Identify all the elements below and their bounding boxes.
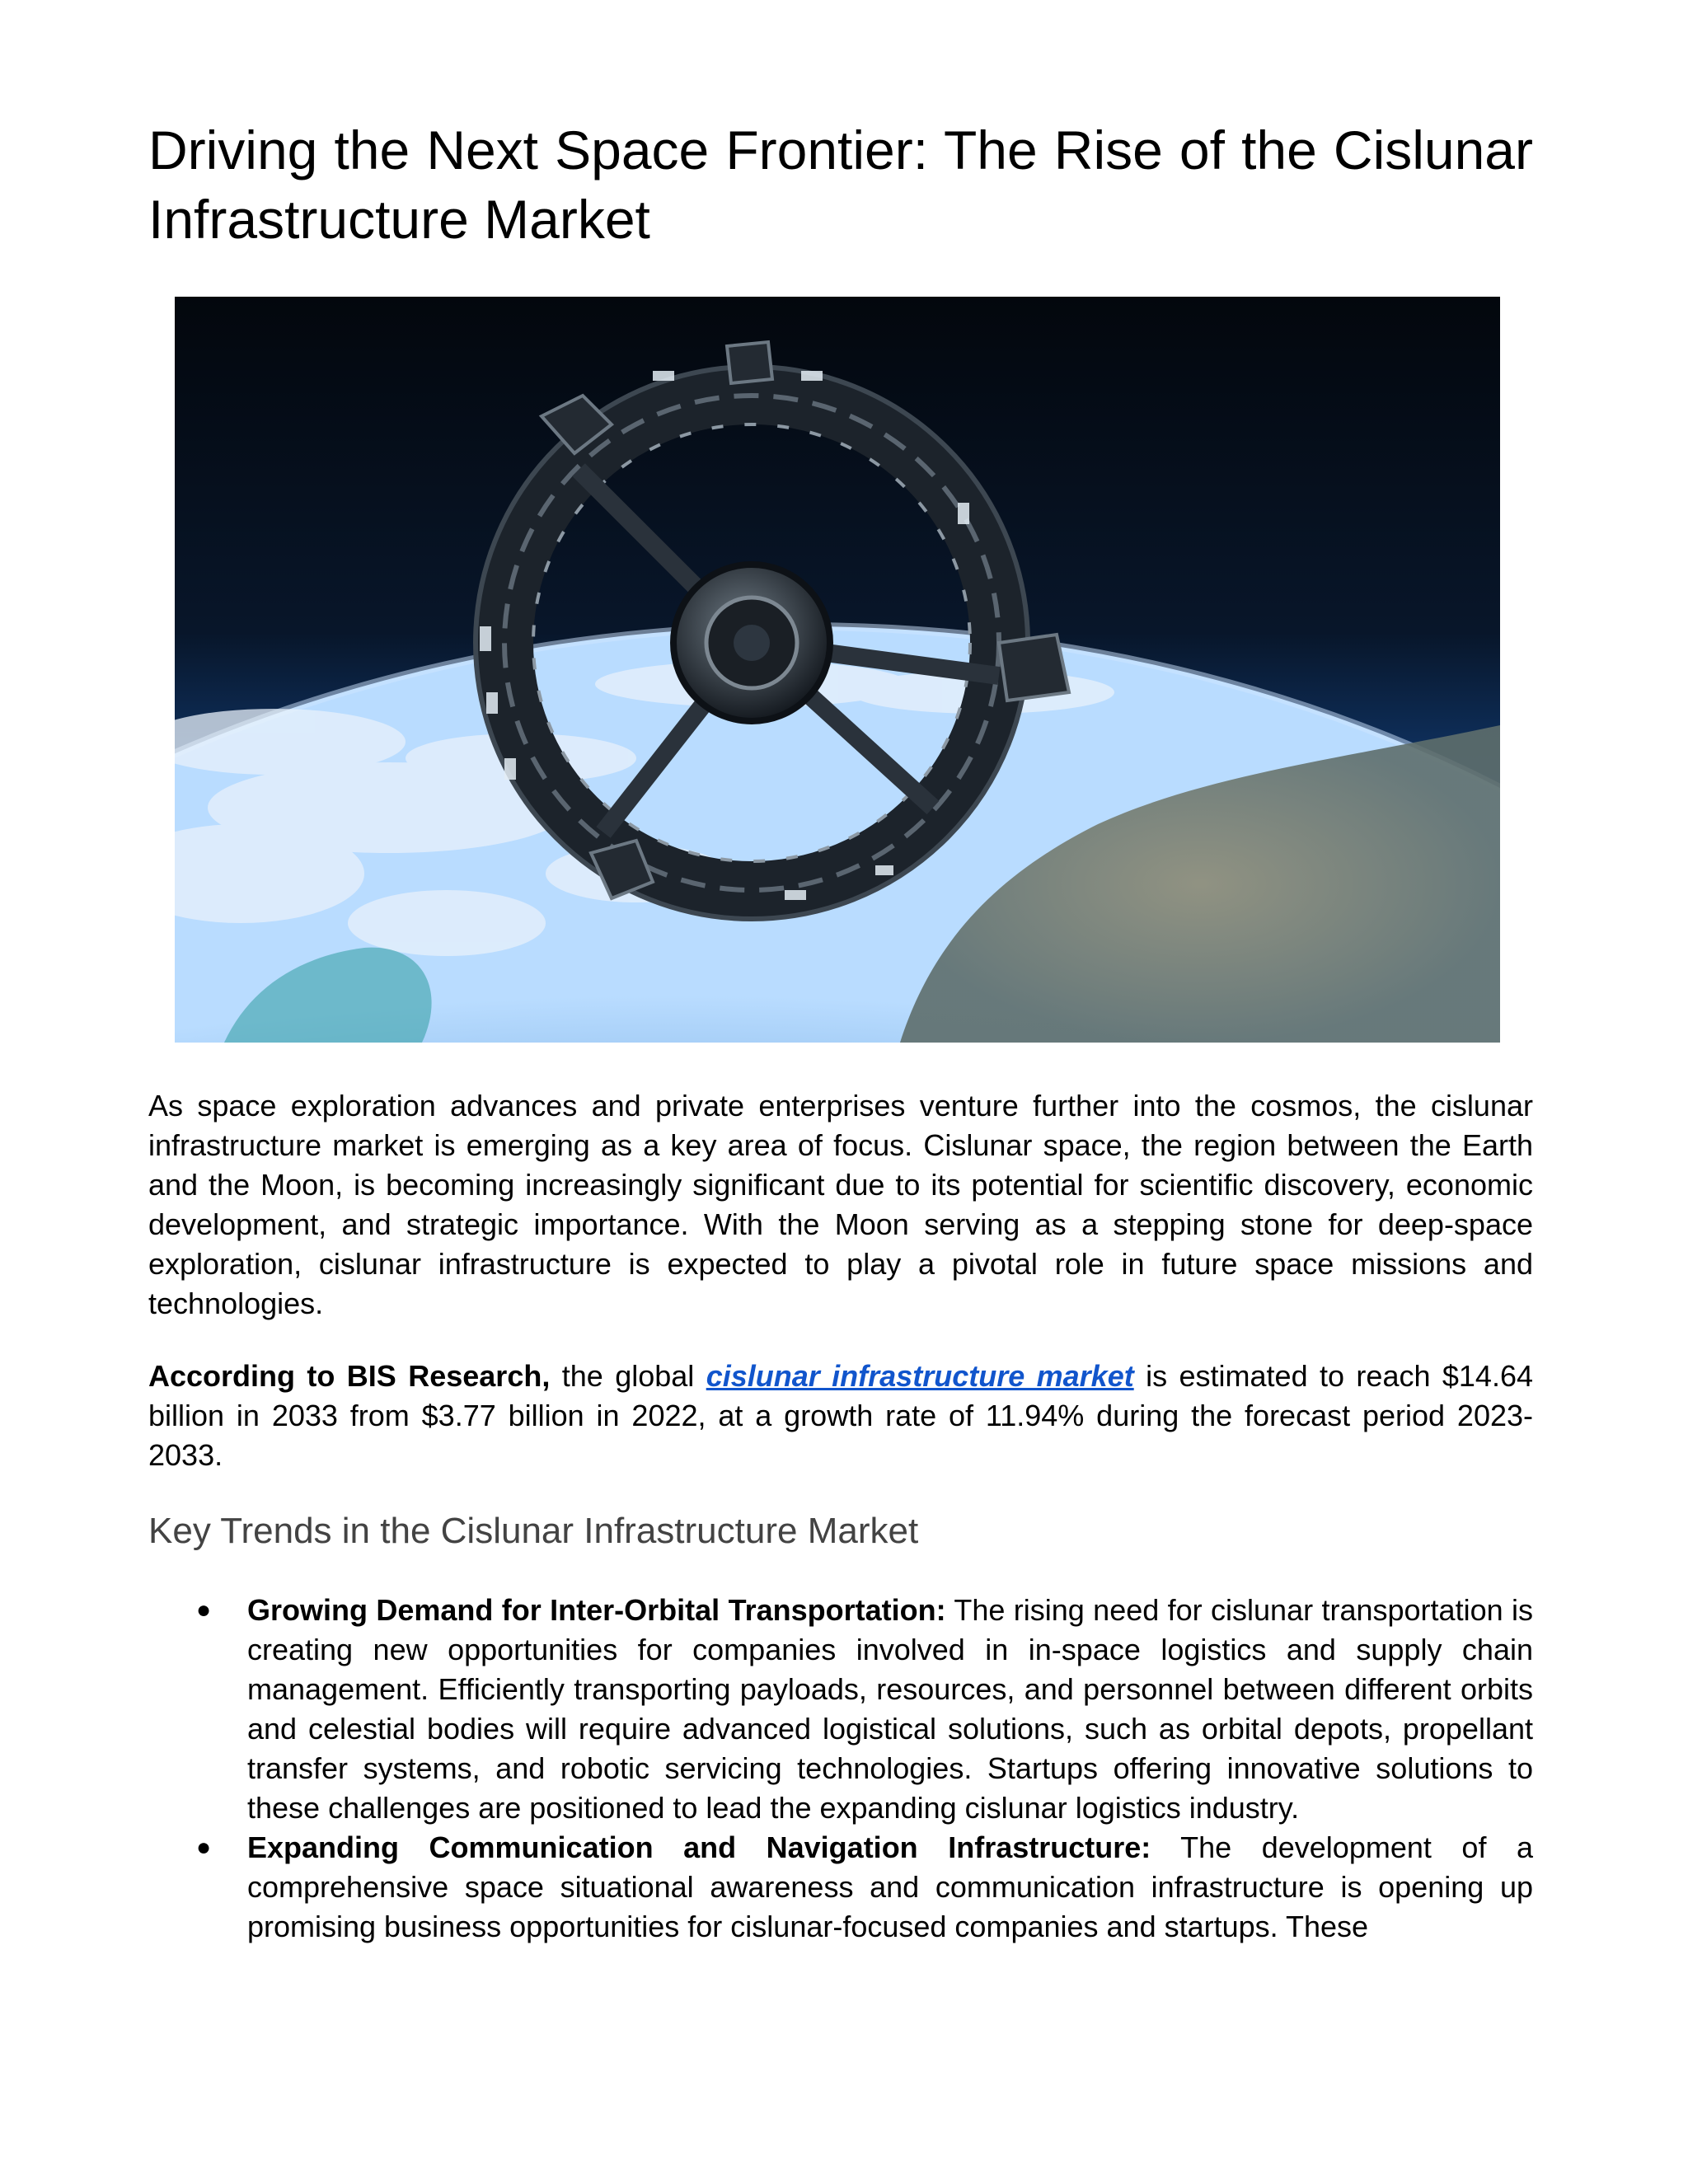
bullet-icon: ● <box>196 1834 212 1861</box>
research-paragraph <box>148 1357 1533 1475</box>
space-station-image <box>175 297 1500 1043</box>
bullet-icon: ● <box>196 1596 212 1624</box>
market-link[interactable]: cislunar infrastructure market <box>706 1359 1134 1393</box>
article <box>148 115 1533 254</box>
intro-paragraph: As space exploration advances and private enterprises venture further into the cosmos, the cislunar infrastructure market is emerging as a key area of focus. Cislunar space, the region between the Earth and the Moon, is becoming increasingly significant due to its potential for scientific discovery, economic development, and strategic importance. With the Moon serving as a stepping stone for deep-space exploration, cislunar infrastructure is expected to play a pivotal role in future space missions and technologies. <box>148 1089 1533 1320</box>
list-item <box>148 1591 1533 1828</box>
trends-list <box>148 1591 1533 1947</box>
trend-heading: Growing Demand for Inter-Orbital Transportation: <box>247 1593 946 1627</box>
research-post-link: is estimated to reach $14.64 billion in 2033 from $3.77 billion in 2022, at a growth rate of 11.94% during the forecast period 2023-2033. <box>148 1359 1533 1472</box>
list-item <box>148 1828 1533 1947</box>
page-title: Driving the Next Space Frontier: The Rise of the Cislunar Infrastructure Market <box>148 120 1533 250</box>
research-pre-link: the global <box>550 1359 706 1393</box>
trend-text: The development of a comprehensive space situational awareness and communication infrastructure is opening up promising business opportunities for cislunar-focused companies and startups. These <box>247 1830 1534 1943</box>
research-lead: According to BIS Research, <box>148 1359 551 1393</box>
section-heading: Key Trends in the Cislunar Infrastructure Market <box>148 1511 919 1551</box>
trend-heading: Expanding Communication and Navigation Infrastructure: <box>247 1830 1151 1864</box>
trend-text: The rising need for cislunar transportation is creating new opportunities for companies involved in in-space logistics and supply chain management. Efficiently transporting payloads, resources, and personnel between different orbits and celestial bodies will require advanced logistical solutions, such as orbital depots, propellant transfer systems, and robotic servicing technologies. Startups offering innovative solutions to these challenges are positioned to lead the expanding cislunar logistics industry. <box>247 1593 1533 1825</box>
